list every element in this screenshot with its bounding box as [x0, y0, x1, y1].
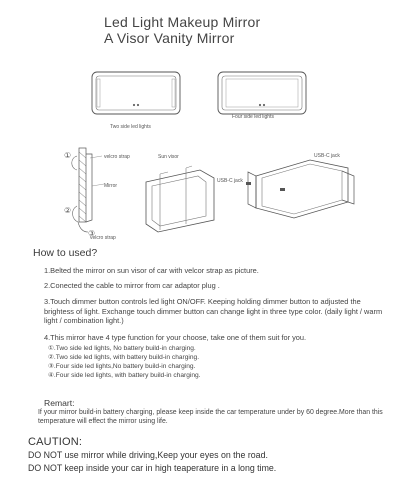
caution-line-2: DO NOT keep inside your car in high teaperature in a long time. — [28, 463, 277, 473]
how-to-use-heading: How to used? — [33, 247, 98, 259]
install-marker-1: ① — [64, 151, 72, 160]
install-marker-3: ③ — [88, 229, 96, 238]
title-line-2: A Visor Vanity Mirror — [104, 30, 235, 46]
label-mirror: Mirror — [104, 183, 118, 189]
function-4: ④.Four side led lights, with battery build-in charging. — [48, 372, 201, 379]
mirror-four-side-illustration — [216, 70, 308, 118]
function-1: ①.Two side led lights, No battery build-in charging. — [48, 345, 196, 352]
caution-line-1: DO NOT use mirror while driving,Keep your eyes on the road. — [28, 450, 268, 460]
label-sun-visor: Sun visor — [158, 154, 179, 160]
function-2: ②.Two side led lights, with battery build-in charging. — [48, 354, 200, 361]
label-usb-c-jack-right: USB-C jack — [314, 153, 340, 159]
step-2: 2.Conected the cable to mirror from car adaptor plug . — [44, 281, 220, 290]
step-4: 4.This mirror have 4 type function for your choose, take one of them suit for you. — [44, 333, 307, 342]
step-1: 1.Belted the mirror on sun visor of car with velcor strap as picture. — [44, 266, 259, 275]
usb-c-back-view — [240, 146, 362, 224]
mirror-four-side-caption: Four side led lights — [232, 114, 274, 120]
mirror-two-side-caption: Two side led lights — [110, 124, 151, 130]
function-3: ③.Four side led lights,No battery build-in charging. — [48, 363, 196, 370]
label-usb-c-jack-left: USB-C jack — [217, 178, 243, 184]
title-line-1: Led Light Makeup Mirror — [104, 14, 261, 30]
remark-heading: Remart: — [44, 398, 75, 408]
label-velcro-strap-top: velcro strap — [104, 154, 130, 160]
mirror-two-side-illustration — [90, 70, 182, 118]
step-3: 3.Touch dimmer button controls led light ON/OFF. Keeping holding dimmer button to adjusted the brightess of light. Exchange touch dimmer button can change light in three type color. (daily light / warm light / combination light.) — [44, 297, 383, 326]
caution-heading: CAUTION: — [28, 436, 83, 448]
document-title — [104, 14, 260, 46]
sun-visor-illustration — [140, 160, 220, 238]
install-marker-2: ② — [64, 206, 72, 215]
label-velcro-strap-bottom: velcro strap — [90, 235, 116, 241]
remark-text: If your mirror build-in battery charging, please keep inside the car temperature under by 60 degree.More than this temperature will effect the mirror using life. — [38, 409, 383, 426]
